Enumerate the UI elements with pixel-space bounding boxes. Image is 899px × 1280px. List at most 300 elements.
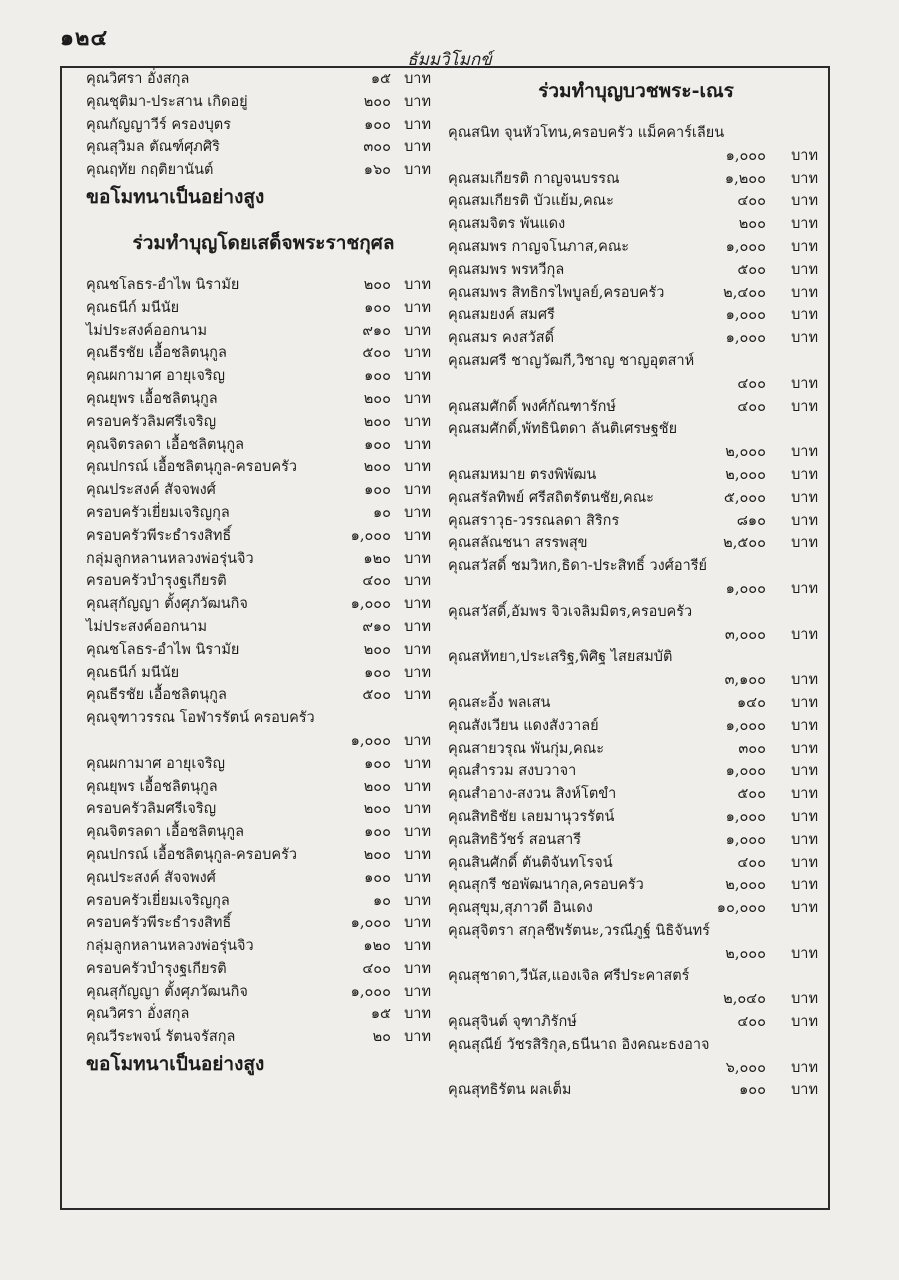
donation-amount: ๒๐๐ [363, 390, 391, 407]
donor-row [86, 1003, 441, 1026]
donor-name: คุณสรัลทิพย์ ศรีสถิตรัตนชัย,คณะ [448, 489, 654, 506]
donor-name: คุณสุกัญญา ตั้งศุภวัฒนกิจ [86, 596, 248, 613]
donation-amount: ๑๔๐ [736, 694, 766, 711]
donation-amount: ๙๑๐ [362, 618, 391, 635]
currency-unit: บาท [404, 596, 431, 613]
currency-unit: บาท [404, 413, 431, 430]
donor-row [448, 601, 824, 624]
currency-unit: บาท [791, 831, 818, 848]
donation-amount: ๖,๐๐๐ [725, 1059, 766, 1076]
donor-name: คุณสายวรุณ พันกุ่ม,คณะ [448, 740, 604, 757]
currency-unit: บาท [404, 459, 431, 476]
donation-amount: ๑,๒๐๐ [724, 170, 766, 187]
donation-amount: ๒๐๐ [363, 801, 391, 818]
donor-row [448, 852, 824, 875]
donor-row [448, 122, 824, 145]
donation-amount: ๑,๐๐๐ [350, 527, 391, 544]
currency-unit: บาท [791, 854, 818, 871]
currency-unit: บาท [404, 938, 431, 955]
donor-row [448, 806, 824, 829]
currency-unit: บาท [791, 786, 818, 803]
currency-unit: บาท [404, 1029, 431, 1046]
donor-row [86, 525, 441, 548]
donor-row [448, 145, 824, 168]
donor-row [86, 91, 441, 114]
currency-unit: บาท [791, 535, 818, 552]
currency-unit: บาท [404, 824, 431, 841]
currency-unit: บาท [791, 763, 818, 780]
donor-row [448, 282, 824, 305]
donor-row [86, 411, 441, 434]
currency-unit: บาท [404, 504, 431, 521]
donor-row [448, 897, 824, 920]
donor-name: คุณสนิท จุนหัวโทน,ครอบครัว แม็คคาร์เลียน [448, 125, 725, 141]
donation-amount: ๒๐๐ [363, 413, 391, 430]
section-heading-royal-merit: ร่วมทำบุญโดยเสด็จพระราชกุศล [132, 231, 395, 254]
donation-amount: ๑๐๐ [364, 436, 391, 453]
donor-name: คุณสมศักดิ์,พัทธินิตดา ลันติเศรษฐชัย [448, 421, 678, 438]
currency-unit: บาท [404, 732, 431, 749]
donor-name: คุณสราวุธ-วรรณลดา สิริกร [448, 512, 620, 529]
donor-row [86, 388, 441, 411]
donation-amount: ๑,๐๐๐ [725, 831, 766, 848]
donation-amount: ๒๐๐ [363, 93, 391, 110]
currency-unit: บาท [791, 945, 818, 962]
donor-row [448, 624, 824, 647]
currency-unit: บาท [404, 322, 431, 339]
donation-amount: ๒,๐๐๐ [725, 444, 766, 461]
currency-unit: บาท [791, 877, 818, 894]
donor-row [86, 890, 441, 913]
donor-name: คุณสุกรี ชอพัฒนากุล,ครอบครัว [448, 877, 644, 894]
currency-unit: บาท [404, 915, 431, 932]
currency-unit: บาท [404, 276, 431, 293]
donor-name: คุณชโลธร-อำไพ นิรามัย [86, 276, 240, 293]
donation-amount: ๓,๐๐๐ [724, 626, 766, 643]
donation-amount: ๑๐๐ [739, 1082, 766, 1099]
currency-unit: บาท [404, 983, 431, 1000]
currency-unit: บาท [791, 261, 818, 278]
donation-amount: ๕๐๐ [737, 261, 766, 278]
currency-unit: บาท [791, 170, 818, 187]
donor-row [448, 213, 824, 236]
donor-name: คุณสิทธิวัชร์ สอนสารี [448, 831, 582, 848]
donation-amount: ๒๐๐ [738, 216, 766, 233]
donor-row [448, 760, 824, 783]
currency-unit: บาท [791, 1059, 818, 1076]
donation-amount: ๒๐๐ [363, 641, 391, 658]
donation-amount: ๔๐๐ [362, 960, 391, 977]
currency-unit: บาท [404, 687, 431, 704]
donor-name: คุณสวัสดิ์ ชมวิหก,ธิดา-ประสิทธิ์ วงศ์อารีย์ [448, 558, 708, 575]
donation-amount: ๒๐๐ [363, 276, 391, 293]
donation-amount: ๑,๐๐๐ [350, 596, 391, 613]
donor-row [448, 829, 824, 852]
donor-name: คุณสมพร สิทธิกรไพบูลย์,ครอบครัว [448, 284, 665, 301]
donation-amount: ๑๐๐ [364, 664, 391, 681]
currency-unit: บาท [791, 444, 818, 461]
donation-amount: ๔๐๐ [737, 398, 766, 415]
currency-unit: บาท [791, 740, 818, 757]
donor-name: คุณธนีก์ มนีนัย [86, 664, 180, 681]
donation-amount: ๒,๐๐๐ [725, 877, 766, 894]
donor-row [448, 327, 824, 350]
donor-row [448, 350, 824, 373]
donation-amount: ๕๐๐ [362, 345, 391, 362]
donor-name: คุณธีรชัย เอื้อชลิตนุกูล [86, 687, 227, 704]
donor-row [86, 593, 441, 616]
donation-amount: ๑๕ [370, 71, 391, 87]
donation-amount: ๑,๐๐๐ [350, 915, 391, 932]
donation-amount: ๑,๐๐๐ [725, 763, 766, 780]
donation-amount: ๑๕ [370, 1006, 391, 1023]
donor-row [448, 190, 824, 213]
donor-row [448, 168, 824, 191]
donor-row [448, 578, 824, 601]
currency-unit: บาท [791, 307, 818, 324]
donor-name: คุณธีรชัย เอื้อชลิตนุกูล [86, 345, 227, 362]
currency-unit: บาท [404, 801, 431, 818]
currency-unit: บาท [404, 93, 431, 110]
donation-amount: ๑๐๐ [364, 482, 391, 499]
currency-unit: บาท [791, 900, 818, 917]
donation-amount: ๕๐๐ [737, 786, 766, 803]
donor-row [448, 965, 824, 988]
donation-amount: ๓๐๐ [738, 740, 766, 757]
donation-amount: ๔๐๐ [362, 573, 391, 590]
donation-amount: ๒,๐๐๐ [725, 945, 766, 962]
donor-name: คุณสหัทยา,ประเสริฐ,พิศิฐ ไสยสมบัติ [448, 649, 673, 666]
currency-unit: บาท [791, 694, 818, 711]
donor-row [448, 920, 824, 943]
donor-name: คุณสลัณชนา สรรพสุข [448, 535, 588, 552]
currency-unit: บาท [791, 375, 818, 392]
donor-row [86, 776, 441, 799]
currency-unit: บาท [791, 216, 818, 233]
donor-row [86, 639, 441, 662]
donor-name: ไม่ประสงค์ออกนาม [86, 618, 208, 635]
donor-name: คุณผกามาศ อายุเจริญ [86, 368, 226, 385]
donation-amount: ๑,๐๐๐ [350, 732, 391, 749]
donor-name: คุณสมจิตร พันแดง [448, 216, 566, 233]
donor-name: คุณสังเวียน แดงสังวาลย์ [448, 717, 599, 734]
donation-amount: ๑,๐๐๐ [725, 307, 766, 324]
donation-amount: ๑๐,๐๐๐ [716, 900, 766, 917]
currency-unit: บาท [404, 846, 431, 863]
donor-name: คุณสุจินต์ จุฑาภิรักษ์ [448, 1014, 577, 1031]
donor-name: คุณสมหมาย ตรงพิพัฒน [448, 466, 597, 483]
donation-amount: ๑๐ [372, 504, 391, 521]
donor-name: คุณสำรวม สงบวาจา [448, 763, 577, 780]
donation-amount: ๔๐๐ [737, 193, 766, 210]
donation-amount: ๑,๐๐๐ [725, 330, 766, 347]
donor-name: คุณสินศักดิ์ ตันติจันทโรจน์ [448, 854, 613, 871]
donation-amount: ๑,๐๐๐ [725, 808, 766, 825]
currency-unit: บาท [791, 284, 818, 301]
currency-unit: บาท [791, 717, 818, 734]
currency-unit: บาท [791, 193, 818, 210]
donor-name: คุณประสงค์ สัจจพงศ์ [86, 482, 216, 499]
donor-name: คุณสมเกียรติ บัวแย้ม,คณะ [448, 193, 614, 210]
donation-amount: ๒,๐๔๐ [723, 991, 766, 1008]
currency-unit: บาท [791, 398, 818, 415]
donor-row [448, 259, 824, 282]
donor-name: ครอบครัวเยี่ยมเจริญกุล [86, 504, 230, 521]
spacer [86, 258, 441, 274]
currency-unit: บาท [404, 618, 431, 635]
donation-amount: ๙๑๐ [362, 322, 391, 339]
donor-row [448, 555, 824, 578]
currency-unit: บาท [791, 147, 818, 164]
donor-row [86, 753, 441, 776]
left-column [86, 68, 441, 1079]
donor-name: คุณสมร คงสวัสดิ์ [448, 330, 554, 347]
donor-name: ครอบครัวพีระธำรงสิทธิ์ [86, 915, 232, 932]
spacer [86, 212, 441, 228]
donor-name: คุณวิศรา อั่งสกุล [86, 71, 190, 87]
donation-amount: ๘๑๐ [736, 512, 766, 529]
donor-name: คุณสำอาง-สงวน สิงห์โตขำ [448, 786, 617, 803]
currency-unit: บาท [791, 330, 818, 347]
donor-name: กลุ่มลูกหลานหลวงพ่อรุ่นจิว [86, 550, 254, 567]
donor-name: ครอบครัวบำรุงฐเกียรติ [86, 960, 227, 977]
donor-row [448, 715, 824, 738]
donor-row [86, 274, 441, 297]
donor-row [448, 441, 824, 464]
donation-amount: ๑๐๐ [364, 368, 391, 385]
donor-name: คุณสุณีย์ วัชรสิริกุล,ธนีนาถ อิงคณะธงอาจ [448, 1036, 710, 1053]
donor-name: คุณวีระพจน์ รัตนจรัสกุล [86, 1029, 236, 1046]
donor-name: ครอบครัวพีระธำรงสิทธิ์ [86, 527, 232, 544]
donor-row [448, 988, 824, 1011]
donor-name: คุณชโลธร-อำไพ นิรามัย [86, 641, 240, 658]
donor-name: ครอบครัวบำรุงฐเกียรติ [86, 573, 227, 590]
donor-row [448, 1079, 824, 1102]
right-column [448, 68, 824, 1102]
currency-unit: บาท [791, 1082, 818, 1099]
donor-name: คุณชุติมา-ประสาน เกิดอยู่ [86, 93, 248, 110]
donor-row [86, 912, 441, 935]
currency-unit: บาท [791, 512, 818, 529]
donor-name: คุณกัญญาวีร์ ครองบุตร [86, 116, 232, 133]
donor-row [448, 418, 824, 441]
donor-row [86, 320, 441, 343]
donor-row [86, 570, 441, 593]
donation-amount: ๕,๐๐๐ [723, 489, 766, 506]
donation-amount: ๑๐๐ [364, 869, 391, 886]
donor-row [448, 532, 824, 555]
donation-amount: ๒,๐๐๐ [725, 466, 766, 483]
donation-amount: ๑๒๐ [363, 550, 391, 567]
currency-unit: บาท [404, 345, 431, 362]
donor-row [448, 783, 824, 806]
donation-amount: ๑๒๐ [363, 938, 391, 955]
donor-name: คุณผกามาศ อายุเจริญ [86, 755, 226, 772]
currency-unit: บาท [791, 580, 818, 597]
donor-name: ครอบครัวลิมศรีเจริญ [86, 801, 217, 818]
currency-unit: บาท [404, 368, 431, 385]
donor-name: คุณสมพร กาญจโนภาส,คณะ [448, 238, 630, 255]
donation-amount: ๒,๕๐๐ [723, 535, 766, 552]
donation-amount: ๓๐๐ [363, 139, 391, 156]
donor-row [86, 662, 441, 685]
donation-amount: ๑,๐๐๐ [350, 983, 391, 1000]
donation-amount: ๑,๐๐๐ [725, 238, 766, 255]
currency-unit: บาท [791, 626, 818, 643]
donor-name: คุณวิศรา อั่งสกุล [86, 1006, 190, 1023]
donation-amount: ๒๐๐ [363, 778, 391, 795]
donor-row [448, 943, 824, 966]
donor-name: คุณสุวิมล ตัณฑ์ศุภศิริ [86, 139, 220, 156]
donor-name: คุณปกรณ์ เอื้อชลิตนุกูล-ครอบครัว [86, 846, 298, 863]
donation-amount: ๑,๐๐๐ [725, 147, 766, 164]
currency-unit: บาท [404, 641, 431, 658]
currency-unit: บาท [404, 778, 431, 795]
donor-name: คุณยุพร เอื้อชลิตนุกูล [86, 778, 218, 795]
spacer [448, 68, 824, 76]
donor-name: กลุ่มลูกหลานหลวงพ่อรุ่นจิว [86, 938, 254, 955]
donor-row [448, 304, 824, 327]
donor-row [86, 798, 441, 821]
currency-unit: บาท [404, 664, 431, 681]
donor-name: คุณสมยงค์ สมศรี [448, 307, 555, 324]
donor-row [86, 456, 441, 479]
currency-unit: บาท [791, 466, 818, 483]
currency-unit: บาท [404, 1006, 431, 1023]
donor-name: คุณจุฑาวรรณ โอฬารรัตน์ ครอบครัว [86, 710, 315, 727]
donor-name: คุณสมพร พรหวีกุล [448, 261, 565, 278]
donor-row [448, 669, 824, 692]
donor-name: คุณประสงค์ สัจจพงศ์ [86, 869, 216, 886]
page-header-title: ธัมมวิโมกข์ [407, 50, 492, 70]
donor-row [86, 365, 441, 388]
currency-unit: บาท [404, 755, 431, 772]
currency-unit: บาท [404, 550, 431, 567]
donor-row [448, 692, 824, 715]
donation-amount: ๑,๐๐๐ [725, 580, 766, 597]
currency-unit: บาท [791, 489, 818, 506]
donor-row [86, 981, 441, 1004]
donor-row [86, 159, 441, 182]
donor-name: คุณยุพร เอื้อชลิตนุกูล [86, 390, 218, 407]
donor-row [86, 434, 441, 457]
currency-unit: บาท [404, 869, 431, 886]
currency-unit: บาท [791, 1014, 818, 1031]
donor-name: คุณสุจิตรา สกุลชีพรัตนะ,วรณีภูฐ์ นิธิจันทร์ [448, 922, 710, 939]
donor-row [448, 487, 824, 510]
donor-row [86, 136, 441, 159]
currency-unit: บาท [791, 991, 818, 1008]
donor-name: คุณสมศักดิ์ พงศ์กัณฑารักษ์ [448, 398, 616, 415]
donor-name: ครอบครัวเยี่ยมเจริญกุล [86, 892, 230, 909]
donor-row [86, 707, 441, 730]
donor-row [86, 502, 441, 525]
donation-amount: ๔๐๐ [737, 1014, 766, 1031]
donation-amount: ๑๐๐ [364, 116, 391, 133]
donor-row [448, 1034, 824, 1057]
donor-row [86, 867, 441, 890]
donation-amount: ๓,๑๐๐ [724, 672, 766, 689]
currency-unit: บาท [404, 482, 431, 499]
donor-name: คุณจิตรลดา เอื้อชลิตนุกูล [86, 436, 244, 453]
donor-name: คุณสุขุม,สุภาวดี อินเดง [448, 900, 593, 917]
donor-row [86, 1026, 441, 1049]
currency-unit: บาท [404, 162, 431, 179]
donor-name: คุณสุทธิรัตน ผลเต็ม [448, 1082, 572, 1099]
donor-row [86, 297, 441, 320]
donor-row [448, 738, 824, 761]
donor-name: คุณสุกัญญา ตั้งศุภวัฒนกิจ [86, 983, 248, 1000]
donor-name: คุณธนีก์ มนีนัย [86, 299, 180, 316]
currency-unit: บาท [404, 299, 431, 316]
donor-row [448, 646, 824, 669]
donation-amount: ๑๐๐ [364, 824, 391, 841]
currency-unit: บาท [791, 808, 818, 825]
donation-amount: ๑๐๐ [364, 755, 391, 772]
donor-row [86, 844, 441, 867]
donation-amount: ๔๐๐ [737, 375, 766, 392]
donation-amount: ๒๐ [372, 1029, 391, 1046]
donor-row [86, 114, 441, 137]
donor-name: คุณสะอิ้ง พลเสน [448, 694, 551, 711]
currency-unit: บาท [404, 960, 431, 977]
donor-row [448, 874, 824, 897]
donation-amount: ๑๐๐ [364, 299, 391, 316]
donation-amount: ๑,๐๐๐ [725, 717, 766, 734]
donor-row [86, 342, 441, 365]
thanks-heading: ขอโมทนาเป็นอย่างสูง [86, 185, 265, 208]
donor-row [86, 821, 441, 844]
currency-unit: บาท [404, 527, 431, 544]
currency-unit: บาท [404, 390, 431, 407]
donor-name: คุณสมศรี ชาญวัฒกี,วิชาญ ชาญอุตสาห์ [448, 352, 695, 369]
donation-amount: ๒๐๐ [363, 459, 391, 476]
currency-unit: บาท [791, 672, 818, 689]
donor-name: คุณสมเกียรติ กาญจนบรรณ [448, 170, 620, 187]
donation-amount: ๑๐ [372, 892, 391, 909]
donor-row [448, 464, 824, 487]
donor-row [86, 548, 441, 571]
donor-row [86, 935, 441, 958]
donor-name: คุณปกรณ์ เอื้อชลิตนุกูล-ครอบครัว [86, 459, 298, 476]
donor-row [86, 616, 441, 639]
donor-row [86, 958, 441, 981]
donor-row [448, 1057, 824, 1080]
donor-name: ไม่ประสงค์ออกนาม [86, 322, 208, 339]
currency-unit: บาท [404, 892, 431, 909]
currency-unit: บาท [404, 573, 431, 590]
currency-unit: บาท [404, 139, 431, 156]
donor-row [448, 1011, 824, 1034]
page-number: ๑๒๔ [60, 25, 109, 51]
donation-amount: ๔๐๐ [737, 854, 766, 871]
donor-name: ครอบครัวลิมศรีเจริญ [86, 413, 217, 430]
currency-unit: บาท [404, 71, 431, 87]
donor-row [86, 730, 441, 753]
currency-unit: บาท [791, 238, 818, 255]
donor-row [448, 373, 824, 396]
donor-row [448, 510, 824, 533]
donation-amount: ๒,๔๐๐ [723, 284, 766, 301]
donor-row [448, 236, 824, 259]
donor-name: คุณสวัสดิ์,อัมพร จิวเจลิมมิตร,ครอบครัว [448, 603, 693, 620]
donor-name: คุณสุชาดา,วีนัส,แองเจิล ศรีประคาสตร์ [448, 968, 690, 985]
donation-amount: ๒๐๐ [363, 846, 391, 863]
donor-row [448, 396, 824, 419]
donor-row [86, 479, 441, 502]
donor-row [86, 684, 441, 707]
currency-unit: บาท [404, 436, 431, 453]
